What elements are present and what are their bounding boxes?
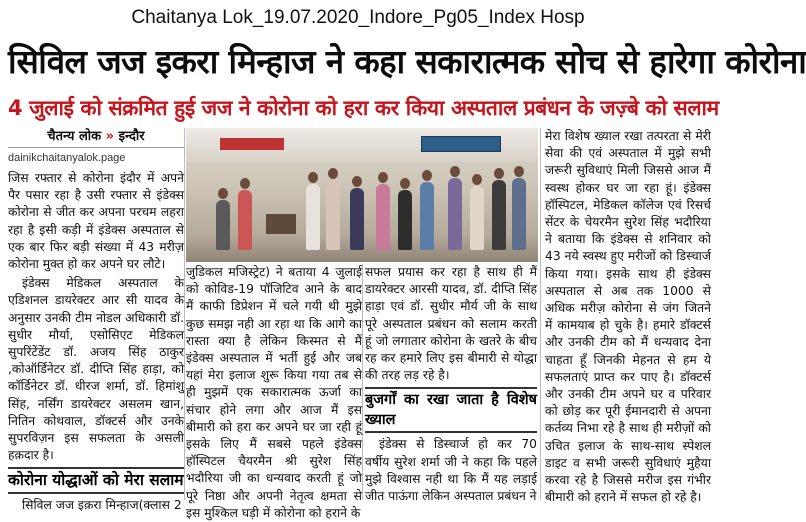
article-column-3 (365, 264, 537, 504)
paragraph: इंडेक्स से डिस्चार्ज हो कर 70 वर्षीय सुरेश शर्मा जी ने कहा कि पहले मुझे विश्वास नही था कि मैं यह लड़ाई जीत पाऊंगा लेकिन अस्पताल प्रबंधन ने (365, 437, 537, 504)
photo-person (216, 200, 230, 250)
byline-source: चैतन्य लोक (47, 129, 102, 144)
photo-chairs (266, 214, 296, 234)
paragraph: इंडेक्स मेडिकल अस्पताल के एडिशनल डायरेक्टर आर सी यादव के अनुसार उनकी टीम नोडल अधिकारी डॉ. सुधीर मौर्या, एसोसिएट मेडिकल सुपरिंटेंडेंट डॉ. अजय सिंह ठाकुर ,कोऑर्डिनेटर डॉ. दीप्ति सिंह हाड़ा, को कॉर्डिनेटर डॉ. धीरज शर्मा, डॉ. हिमांशु सिंह, नर्सिंग डायरेक्टर असलम खान, नितिन कोथवाल, डॉक्टर्स और उनके सुपरविज़न इस सफलता के असली हक़दार है। (8, 276, 184, 463)
byline-arrow: » (105, 129, 115, 144)
photo-person (420, 182, 434, 250)
photo-person (238, 190, 252, 250)
photo-person (492, 180, 506, 250)
byline (8, 128, 184, 148)
photo-person (350, 188, 364, 250)
website-url: dainikchaitanyalok.page (8, 152, 126, 164)
article-column-4 (545, 128, 711, 505)
clipping-caption: Chaitanya Lok_19.07.2020_Indore_Pg05_Index Hosp (131, 7, 585, 28)
photo-person (470, 186, 484, 250)
group-photo (186, 128, 538, 262)
headline: सिविल जज इकरा मिन्हाज ने कहा सकारात्मक सोच से हारेगा कोरोना (8, 42, 806, 81)
section-subhead: कोरोना योद्धाओं को मेरा सलाम (8, 467, 184, 494)
section-subhead: बुजर्गों का रखा जाता है विशेष ख्याल (365, 387, 537, 433)
paragraph: मेरा विशेष ख्याल रखा तत्परता से मेरी सेवा की एवं अस्पताल में मुझे सभी जरूरी सुविधाएं मिली जिससे आज मैं स्वस्थ होकर घर जा रहा हूं। इंडेक्स हॉस्पिटल, मेडिकल कॉलेज एवं रिसर्च सेंटर के चेयरमैन सुरेश सिंह भदौरिया ने बताया कि इंडेक्स से शनिवार को 43 नये स्वस्थ हुए मरीजों को डिस्चार्ज किया गया। इसके साथ ही इंडेक्स अस्पताल से अब तक 1000 से अधिक मरीज़ कोरोना से जंग जितने में कामयाब हो चुके है। हमारे डॉक्टर्स और उनकी टीम को मैं धन्यवाद देना चाहता हूँ जिनकी मेहनत से हम ये सफलताएं प्राप्त कर पाए है। डॉक्टर्स और उनकी टीम अपने घर व परिवार को छोड़ कर पूरी ईमानदारी से अपना कर्तव्य निभा रहे है साथ ही मरीज़ों को उचित इलाज के साथ-साथ स्पेशल डाइट व सभी जरूरी सुविधाएं मुहैया करवा रहे है जिससे मरीज इस गंभीर बीमारी को हराने में सफल हो रहे है। (545, 129, 711, 505)
photo-person (326, 180, 340, 250)
byline-place: इन्दौर (118, 129, 145, 144)
subheadline: 4 जुलाई को संक्रमित हुई जज ने कोरोना को हरा कर किया अस्पताल प्रबंधन के जज़्बे को सलाम (8, 96, 719, 120)
column-rule (184, 128, 185, 500)
article-column-1 (8, 128, 184, 513)
paragraph: सफल प्रयास कर रहा है साथ ही मैं डायरेक्टर आरसी यादव, डॉ. दीप्ति सिंह हाड़ा एवं डॉ. सुधीर मौर्य जी के साथ पूरे अस्पताल प्रबंधन को सलाम करती हूं जो लगातार कोरोना के खतरे के बीच रह कर हमारे लिए इस बीमारी से योद्धा की तरह लड़ रहे है। (365, 265, 537, 383)
article-column-2 (186, 264, 362, 520)
paragraph: जिस रफ्तार से कोरोना इंदौर में अपने पैर पसार रहा है उसी रफ्तार से इंडेक्स कोरोना से जीत कर अपना परचम लहरा रहा है इसी कड़ी में इंडेक्स अस्पताल से एक बार फिर बड़ी संख्या में 43 मरीज़ कोरोना मुक्त हो कर अपने घर लौटे। (8, 171, 184, 272)
photo-person (376, 184, 390, 250)
photo-sign (421, 136, 501, 152)
photo-sign (220, 138, 284, 150)
photo-person (512, 178, 526, 250)
paragraph: सिविल जज इक़रा मिन्हाज(क्लास 2 (22, 498, 182, 513)
column-rule (540, 128, 541, 500)
photo-person (398, 190, 412, 250)
paragraph: जुडिकल मजिस्ट्रेट) ने बताया 4 जुलाई को कोविड-19 पॉजिटिव आने के बाद मैं काफी डिप्रेशन में चले गयी थी मुझे कुछ समझ नही आ रहा था कि आगे का रास्ता क्या है लेकिन किस्मत से मैं इंडेक्स अस्पताल में भर्ती हुई और जब यहां मेरा इलाज शुरू किया गया तब से ही मुझमें एक सकारात्मक ऊर्जा का संचार होने लगा और आज मैं इस बीमारी को हरा कर अपने घर जा रही हूं इसके लिए मैं सबसे पहले इंडेक्स हॉस्पिटल चैयरमैन श्री सुरेश सिंह भदौरिया जी का धन्यवाद करती हूं जो पूरे निष्ठा और अपनी नेतृत्व क्षमता से इस मुश्किल घड़ी में कोरोना को हराने के (186, 265, 362, 520)
photo-person (448, 178, 462, 250)
photo-person (306, 184, 320, 250)
column-rule (362, 264, 363, 500)
